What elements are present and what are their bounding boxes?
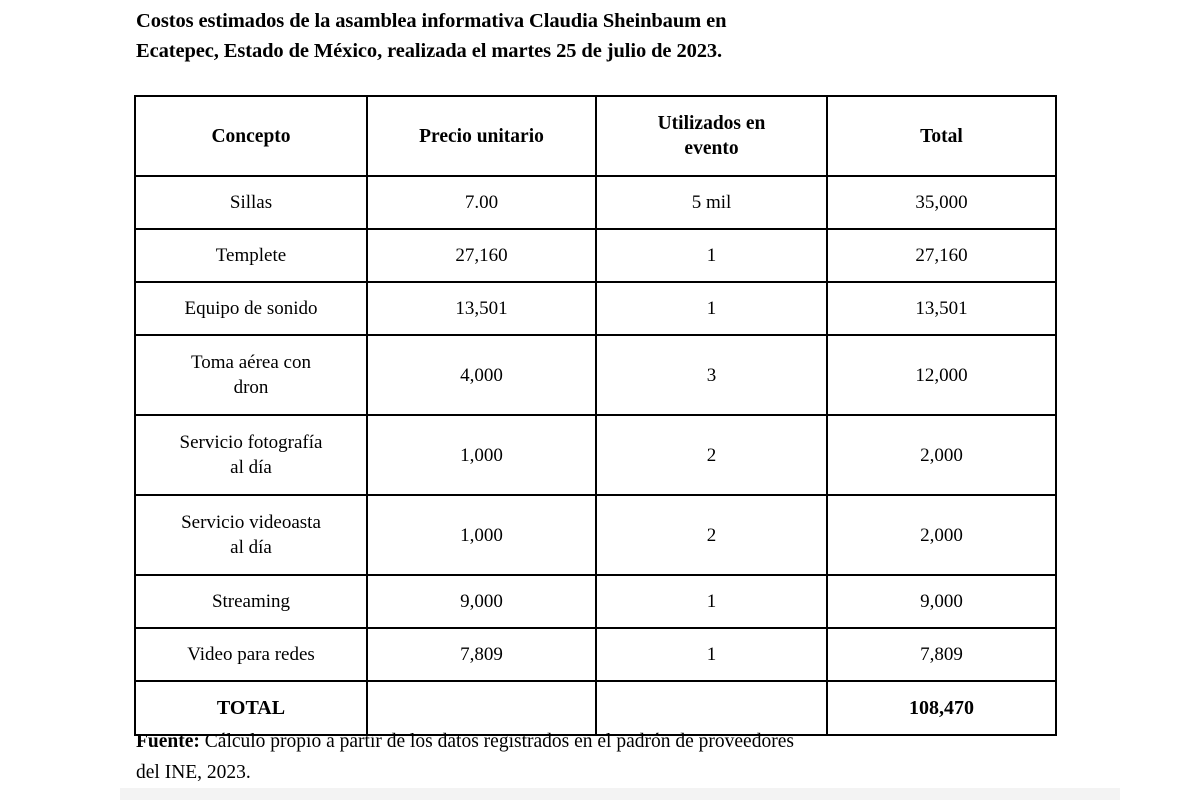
cell-grand-total: 108,470	[827, 681, 1056, 735]
source-note-line-1	[136, 726, 1036, 757]
table-row	[135, 282, 1056, 335]
cost-table	[134, 95, 1057, 736]
cell-total: 13,501	[827, 282, 1056, 335]
table-row	[135, 495, 1056, 575]
cell-precio-unitario: 7.00	[367, 176, 596, 229]
table-row	[135, 628, 1056, 681]
column-header-utilizados-line-1: Utilizados en	[657, 113, 766, 134]
cell-precio-unitario: 1,000	[367, 415, 596, 495]
cell-concepto	[135, 495, 367, 575]
cost-table-container	[134, 95, 1055, 736]
cell-utilizados: 1	[596, 229, 827, 282]
table-body	[135, 176, 1056, 735]
table-row	[135, 176, 1056, 229]
cell-utilizados: 3	[596, 335, 827, 415]
cell-concepto-line-2: dron	[233, 377, 269, 398]
cell-precio-unitario: 4,000	[367, 335, 596, 415]
table-header	[135, 96, 1056, 176]
source-note-line-2: del INE, 2023.	[136, 762, 251, 783]
cell-total: 27,160	[827, 229, 1056, 282]
source-note-text-1: Cálculo propio a partir de los datos registrados en el padrón de proveedores	[199, 731, 794, 752]
table-row	[135, 335, 1056, 415]
bottom-edge-band	[120, 788, 1120, 800]
table-row	[135, 415, 1056, 495]
cell-concepto: Sillas	[135, 176, 367, 229]
cell-concepto: Streaming	[135, 575, 367, 628]
column-header-total: Total	[827, 96, 1056, 176]
cell-total: 2,000	[827, 495, 1056, 575]
column-header-utilizados-line-2: evento	[684, 138, 739, 159]
cell-utilizados: 2	[596, 415, 827, 495]
table-row	[135, 575, 1056, 628]
cell-precio-unitario: 27,160	[367, 229, 596, 282]
cell-concepto-line-1: Servicio fotografía	[179, 432, 323, 453]
column-header-precio-unitario: Precio unitario	[367, 96, 596, 176]
column-header-utilizados-en-evento	[596, 96, 827, 176]
cell-concepto	[135, 335, 367, 415]
cell-total: 35,000	[827, 176, 1056, 229]
cell-concepto	[135, 415, 367, 495]
cell-precio-unitario: 13,501	[367, 282, 596, 335]
cell-concepto: Equipo de sonido	[135, 282, 367, 335]
cell-utilizados: 1	[596, 575, 827, 628]
cell-concepto: Templete	[135, 229, 367, 282]
cell-precio-unitario: 1,000	[367, 495, 596, 575]
cell-concepto: Video para redes	[135, 628, 367, 681]
cell-utilizados: 2	[596, 495, 827, 575]
cell-concepto-line-2: al día	[230, 457, 272, 478]
cell-concepto-line-1: Servicio videoasta	[181, 512, 321, 533]
table-header-row	[135, 96, 1056, 176]
page-title-line-2: Ecatepec, Estado de México, realizada el martes 25 de julio de 2023.	[136, 40, 723, 62]
page-title	[136, 6, 966, 66]
source-note	[136, 726, 1036, 788]
page-title-line-1: Costos estimados de la asamblea informativa Claudia Sheinbaum en	[136, 10, 727, 32]
cell-total: 12,000	[827, 335, 1056, 415]
cell-utilizados: 1	[596, 282, 827, 335]
cell-total: 2,000	[827, 415, 1056, 495]
cell-total-label: TOTAL	[135, 681, 367, 735]
cell-utilizados: 5 mil	[596, 176, 827, 229]
source-label: Fuente:	[136, 731, 200, 752]
cell-precio-unitario: 7,809	[367, 628, 596, 681]
cell-total: 9,000	[827, 575, 1056, 628]
cell-concepto-line-2: al día	[230, 537, 272, 558]
table-row	[135, 229, 1056, 282]
cell-total: 7,809	[827, 628, 1056, 681]
column-header-concepto: Concepto	[135, 96, 367, 176]
cell-utilizados: 1	[596, 628, 827, 681]
cell-concepto-line-1: Toma aérea con	[191, 352, 311, 373]
cell-precio-unitario: 9,000	[367, 575, 596, 628]
